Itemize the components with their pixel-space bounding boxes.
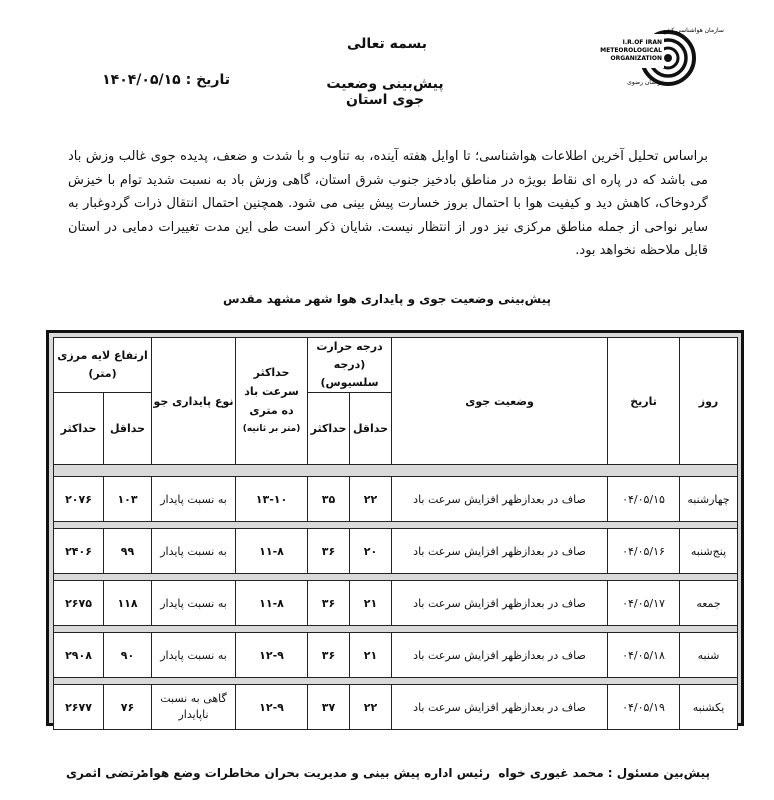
cell-temp-max: ۳۶	[308, 581, 350, 626]
table-row	[54, 685, 738, 730]
cell-weather: صاف در بعدازظهر افزایش سرعت باد	[392, 581, 608, 626]
cell-boundary-max: ۲۴۰۶	[54, 529, 104, 574]
document-title: پیش‌بینی وضعیت جوی استان	[326, 76, 444, 108]
cell-temp-min: ۲۱	[350, 581, 392, 626]
cell-wind: ۱۲-۹	[236, 685, 308, 730]
cell-weather: صاف در بعدازظهر افزایش سرعت باد	[392, 529, 608, 574]
table-row	[54, 633, 738, 678]
header-temp-min: حداقل	[350, 393, 392, 465]
header-temperature	[308, 338, 392, 393]
cell-date: ۰۴/۰۵/۱۷	[608, 581, 680, 626]
cell-boundary-max: ۲۹۰۸	[54, 633, 104, 678]
header-boundary-unit: (متر)	[88, 367, 117, 380]
cell-boundary-min: ۹۰	[104, 633, 152, 678]
row-spacer	[54, 522, 738, 529]
cell-day: پنج‌شنبه	[680, 529, 738, 574]
date-block	[100, 72, 230, 88]
organization-logo	[600, 18, 724, 90]
cell-temp-min: ۲۰	[350, 529, 392, 574]
cell-temp-min: ۲۲	[350, 685, 392, 730]
cell-date: ۰۴/۰۵/۱۸	[608, 633, 680, 678]
logo-fa-bottom: خراسان رضوی	[627, 79, 665, 86]
cell-stability: به نسبت پایدار	[152, 477, 236, 522]
row-spacer	[54, 626, 738, 633]
cell-wind: ۱۱-۸	[236, 529, 308, 574]
cell-day: جمعه	[680, 581, 738, 626]
header-wind	[236, 338, 308, 465]
cell-temp-max: ۳۵	[308, 477, 350, 522]
forecast-table-frame	[46, 330, 744, 726]
cell-day: یکشنبه	[680, 685, 738, 730]
bismillah-heading: بسمه تعالی	[346, 36, 428, 52]
cell-temp-min: ۲۲	[350, 477, 392, 522]
cell-stability: به نسبت پایدار	[152, 633, 236, 678]
header-temperature-unit: (درجه سلسیوس)	[320, 358, 379, 389]
header-temperature-label: درجه حرارت	[316, 340, 383, 353]
cell-boundary-min: ۷۶	[104, 685, 152, 730]
logo-en-line-2: METEOROLOGICAL	[600, 47, 662, 54]
cell-temp-max: ۳۷	[308, 685, 350, 730]
header-wind-line-3: ده متری	[249, 404, 294, 417]
header-boundary-layer	[54, 338, 152, 393]
cell-boundary-min: ۹۹	[104, 529, 152, 574]
cell-temp-max: ۳۶	[308, 633, 350, 678]
table-title: پیش‌بینی وضعیت جوی و پایداری هوا شهر مشهد مقدس	[223, 292, 551, 306]
cell-stability: به نسبت پایدار	[152, 581, 236, 626]
cell-boundary-min: ۱۱۸	[104, 581, 152, 626]
cell-date: ۰۴/۰۵/۱۹	[608, 685, 680, 730]
cell-stability: به نسبت پایدار	[152, 529, 236, 574]
cell-temp-min: ۲۱	[350, 633, 392, 678]
row-spacer	[54, 574, 738, 581]
header-temp-max: حداکثر	[308, 393, 350, 465]
header-stability: نوع پایداری جو	[152, 338, 236, 465]
row-spacer	[54, 678, 738, 685]
header-wind-line-4: (متر بر ثانیه)	[242, 424, 301, 434]
date-value: ۱۴۰۴/۰۵/۱۵	[102, 72, 181, 88]
department-head-name: مرتضی اثمری	[66, 766, 149, 780]
cell-boundary-max: ۲۶۷۷	[54, 685, 104, 730]
logo-fa-top: سازمان هواشناسی کشور	[660, 27, 724, 34]
cell-boundary-max: ۲۶۷۵	[54, 581, 104, 626]
cell-day: چهارشنبه	[680, 477, 738, 522]
department-head-label: رئیس اداره پیش بینی و مدیریت بحران مخاطرات وضع هوا :	[140, 766, 490, 780]
cell-temp-max: ۳۶	[308, 529, 350, 574]
forecaster-signature: پیش‌بین مسئول : محمد غیوری خواه	[498, 766, 710, 780]
cell-day: شنبه	[680, 633, 738, 678]
cell-weather: صاف در بعدازظهر افزایش سرعت باد	[392, 633, 608, 678]
cell-date: ۰۴/۰۵/۱۵	[608, 477, 680, 522]
header-boundary-max: حداکثر	[54, 393, 104, 465]
cell-boundary-min: ۱۰۳	[104, 477, 152, 522]
date-label: تاریخ :	[185, 72, 230, 88]
header-day: روز	[680, 338, 738, 465]
forecast-table	[53, 337, 738, 730]
table-row	[54, 529, 738, 574]
header-date: تاریخ	[608, 338, 680, 465]
header-boundary-label: ارتفاع لایه مرزی	[57, 349, 148, 362]
table-row	[54, 581, 738, 626]
cell-weather: صاف در بعدازظهر افزایش سرعت باد	[392, 685, 608, 730]
intro-paragraph: براساس تحلیل آخرین اطلاعات هواشناسی؛ تا اوایل هفته آینده، به تناوب و با شدت و ضعف، پدیده جوی غالب وزش باد می باشد که در پاره ای نقاط بویژه در مناطق بادخیز جنوب شرق استان، گاهی وزش باد به نسبت شدید توام با خیزش گردوخاک، کاهش دید و کیفیت هوا با احتمال بروز خسارت پیش بینی می شود. همچنین احتمال انتقال ذرات گردوغبار به سایر نواحی از جمله مناطق مرکزی نیز دور از انتظار نیست. شایان ذکر است طی این مدت تغییرات دمایی در استان قابل ملاحظه نخواهد بود.	[68, 149, 708, 258]
header-weather: وضعیت جوی	[392, 338, 608, 465]
header-spacer	[54, 465, 738, 477]
logo-en-line-1: I.R.OF IRAN	[622, 39, 662, 46]
table-row	[54, 477, 738, 522]
logo-en-line-3: ORGANIZATION	[610, 55, 662, 62]
header-wind-line-1: حداکثر	[253, 366, 290, 379]
cell-weather: صاف در بعدازظهر افزایش سرعت باد	[392, 477, 608, 522]
cell-date: ۰۴/۰۵/۱۶	[608, 529, 680, 574]
cell-wind: ۱۲-۹	[236, 633, 308, 678]
cell-boundary-max: ۲۰۷۶	[54, 477, 104, 522]
cell-stability: گاهی به نسبت ناپایدار	[152, 685, 236, 730]
cell-wind: ۱۱-۸	[236, 581, 308, 626]
header-wind-line-2: سرعت باد	[244, 385, 299, 398]
header-boundary-min: حداقل	[104, 393, 152, 465]
cell-wind: ۱۳-۱۰	[236, 477, 308, 522]
